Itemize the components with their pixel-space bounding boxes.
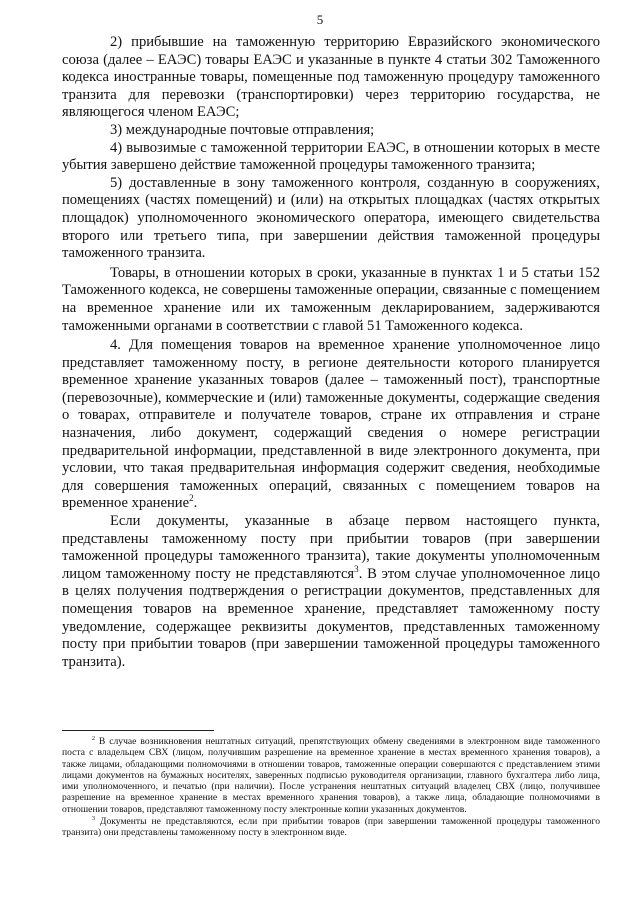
footnote-2 xyxy=(62,736,600,815)
document-body xyxy=(62,34,600,671)
paragraph-goods-detained: Товары, в отношении которых в сроки, указанные в пунктах 1 и 5 статьи 152 Таможенного кодекса, не совершены таможенные операции, связанные с помещением на временное хранение или их таможенным декларированием, задерживаются таможенными органами в соответствии с главой 51 Таможенного кодекса. xyxy=(62,264,600,334)
footnote-ref-2[interactable]: 2 xyxy=(189,493,194,504)
footnote-2-number: 2 xyxy=(92,735,95,742)
paragraph-item-4: 4) вывозимые с таможенной территории ЕАЭС, в отношении которых в месте убытия завершено действие таможенной процедуры таможенного транзита; xyxy=(62,139,600,174)
documents-text-before: Если документы, указанные в абзаце первом настоящего пункта, представлены таможенному посту при прибытии товаров (при завершении таможенной процедуры таможенного транзита), такие документы уполномоченным лицом таможенному посту не представляются xyxy=(62,513,600,582)
footnote-2-text: В случае возникновения нештатных ситуаций, препятствующих обмену сведениями в электронном виде таможенного поста с владельцем СВХ (лицом, получившим разрешение на временное хранение в местах временного хранения товаров), а также лицами, обладающими полномочиями в отношении товаров, таможенные операции совершаются с представлением этими лицами документов на бумажных носителях, заверенных подписью руководителя организации, главного бухгалтера либо лица, ими уполномоченного, и печатью (при наличии). После устранения нештатных ситуаций владелец СВХ (лицо, получившее разрешение на временное хранение в местах временного хранения товаров), а также лица, обладающие полномочиями в отношении товаров, представляют таможенному посту электронные копии указанных документов. xyxy=(62,736,600,815)
footnote-ref-3[interactable]: 3 xyxy=(354,563,359,574)
page-number: 5 xyxy=(316,12,324,27)
footnote-divider xyxy=(62,730,214,731)
paragraph-item-2: 2) прибывшие на таможенную территорию Евразийского экономического союза (далее – ЕАЭС) товары ЕАЭС и указанные в пункте 4 статьи 302 Таможенного кодекса иностранные товары, помещенные под таможенную процедуру таможенного транзита для перевозки (транспортировки) через территорию государства, не являющегося членом ЕАЭС; xyxy=(62,34,600,121)
clause-4-text: 4. Для помещения товаров на временное хранение уполномоченное лицо представляет таможенному посту, в регионе деятельности которого планируется временное хранение указанных товаров (далее – таможенный пост), транспортные (перевозочные), коммерческие и (или) таможенные документы, содержащие сведения о товарах, отправителе и получателе товаров, стране их отправления и стране назначения, либо документ, содержащий сведения о номере регистрации предварительной информации, представленной в виде электронного документа, при условии, что такая предварительная информация содержит сведения, необходимые для совершения таможенных операций, связанных с помещением товаров на временное хранение xyxy=(62,337,600,512)
documents-text-after: . В этом случае уполномоченное лицо в целях получения подтверждения о регистрации документов, представленных для помещения товаров на временное хранение, представляет таможенному посту уведомление, содержащее реквизиты документов, представленных таможенному посту при прибытии товаров (при завершении таможенной процедуры таможенного транзита). xyxy=(62,565,601,670)
paragraph-item-3: 3) международные почтовые отправления; xyxy=(110,121,375,138)
paragraph-documents-not-submitted xyxy=(62,513,600,671)
footnote-3-number: 3 xyxy=(92,815,95,822)
clause-4-end: . xyxy=(193,495,198,512)
footnotes xyxy=(62,736,600,839)
paragraph-item-5: 5) доставленные в зону таможенного контроля, созданную в сооружениях, помещениях (частях помещений) и (или) на открытых площадках (частях открытых площадок) уполномоченного экономического оператора, имеющего свидетельства второго или третьего типа, при завершении действия таможенной процедуры таможенного транзита. xyxy=(62,174,600,262)
paragraph-clause-4 xyxy=(62,337,600,513)
footnote-3 xyxy=(62,816,600,839)
footnote-3-text: Документы не представляются, если при прибытии товаров (при завершении таможенной процедуры таможенного транзита) они представлены таможенному посту в электронном виде. xyxy=(62,816,600,839)
